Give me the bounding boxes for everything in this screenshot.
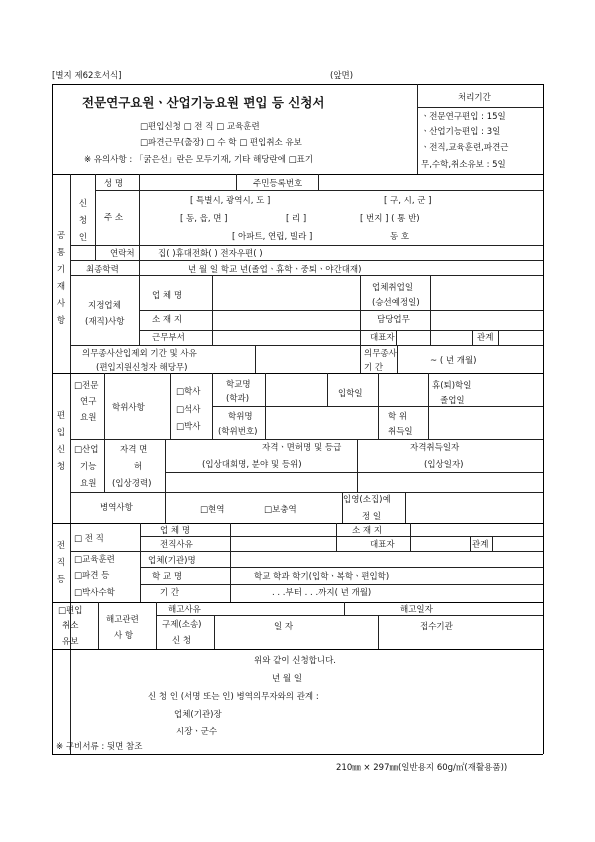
dispatch-checkbox[interactable]: □파견 등 [74, 571, 110, 581]
cert-date-label: 자격취득일자 [410, 443, 460, 453]
education-label: 최종학력 [86, 265, 119, 275]
resident-no-label: 주민등록번호 [253, 179, 303, 189]
applicant-signature-line[interactable]: 신 청 인 (서명 또는 인) 병역의무자와의 관계 : [148, 692, 319, 702]
options-line-1[interactable]: □편입신청 □ 전 직 □ 교육훈련 [140, 122, 260, 132]
institution-label: 업체(기관)명 [148, 556, 196, 566]
induction-date-label: 입영(소집)예 [343, 495, 391, 505]
degree-date-label-2: 취득일 [388, 427, 413, 437]
dismissal-reason-label: 해고사유 [168, 605, 201, 615]
degree-number-label: (학위번호) [218, 427, 258, 437]
doctor-checkbox[interactable]: □박사 [176, 422, 201, 432]
cert-label-2: 허 [134, 462, 143, 472]
page-side-label: (앞면) [330, 71, 354, 81]
transfer-relation-label: 관계 [472, 540, 489, 550]
cancel-label-3: 유보 [62, 637, 79, 647]
processing-divider [417, 84, 418, 174]
duty-period-label: 의무종사 [364, 349, 397, 359]
common-section-label: 공통기재사항 [56, 231, 66, 326]
reserve-checkbox[interactable]: □보충역 [264, 505, 297, 515]
industrial-label-2: 기능 [80, 462, 97, 472]
processing-item: ㆍ전문연구편입 : 15일 [421, 112, 506, 122]
degree-date-label: 학 위 [388, 412, 408, 422]
declaration-text: 위와 같이 신청합니다. [254, 656, 337, 666]
award-name-label: (입상대회명, 분야 및 등위) [202, 460, 302, 470]
military-label: 병역사항 [100, 503, 133, 513]
note-text: ※ 유의사항 : 「굵은선」란은 모두기재, 기타 해당란에 □표기 [84, 155, 314, 165]
duty-label: 담당업무 [377, 315, 410, 325]
grad-date-label: 졸업일 [440, 396, 465, 406]
active-duty-checkbox[interactable]: □현역 [200, 505, 225, 515]
training-checkbox[interactable]: □교육훈련 [74, 555, 115, 565]
study-school-field[interactable]: 학교 학과 학기(입학ㆍ복학ㆍ편입학) [254, 572, 390, 582]
company-section-label-2: (재직)사항 [85, 317, 125, 327]
award-history-label: (입상경력) [112, 479, 152, 489]
address-line-1[interactable]: [ 특별시, 광역시, 도 ] [190, 196, 271, 206]
mayor-addressee: 시장ㆍ군수 [176, 727, 218, 737]
company-address-label: 소 재 지 [152, 315, 183, 325]
pro-researcher-checkbox[interactable]: □전문 [74, 381, 99, 391]
processing-item: ㆍ전직,교육훈련,파견근 [421, 143, 509, 153]
entry-date-label: 입학일 [338, 389, 363, 399]
ceo-label: 대표자 [370, 333, 395, 343]
cancel-defer-checkbox[interactable]: □편입 [58, 606, 83, 616]
form-number: [별지 제62호서식] [52, 71, 122, 81]
relief-label-2: 신 청 [172, 636, 192, 646]
relation-label: 관계 [477, 333, 494, 343]
study-school-label: 학 교 명 [152, 572, 183, 582]
required-docs-note: ※ 구비서류 : 뒷면 참조 [56, 742, 143, 752]
address-label: 주 소 [104, 213, 124, 223]
pro-researcher-label-2: 연구 [80, 397, 97, 407]
sign-date[interactable]: 년 월 일 [272, 674, 303, 684]
master-checkbox[interactable]: □석사 [176, 405, 201, 415]
industrial-checkbox[interactable]: □산업 [74, 445, 99, 455]
frame-top [52, 84, 543, 85]
cert-name-label: 자격ㆍ면허명 및 등급 [262, 443, 342, 453]
education-field[interactable]: 년 월 일 학교 년(졸업ㆍ휴학ㆍ중퇴ㆍ야간대재) [188, 265, 362, 275]
excluded-period-note: (편입지원신청자 해당무) [96, 363, 188, 373]
processing-item: ㆍ산업기능편입 : 3일 [421, 127, 501, 137]
name-label: 성 명 [104, 179, 124, 189]
address-line-3[interactable]: [ 아파트, 연립, 빌라 ] [232, 232, 313, 242]
excluded-period-label: 의무종사산입제외 기간 및 사유 [82, 349, 197, 359]
options-line-2[interactable]: □파견근무(출장) □ 수 학 □ 편입취소 유보 [140, 138, 302, 148]
doctoral-study-checkbox[interactable]: □박사수학 [74, 588, 115, 598]
bachelor-checkbox[interactable]: □학사 [176, 387, 201, 397]
relief-label: 구제(소송) [162, 620, 202, 630]
study-period-field[interactable]: . . .부터 . . .까지( 년 개월) [272, 588, 372, 598]
cert-label: 자격 면 [120, 445, 148, 455]
company-section-label: 지정업체 [88, 301, 121, 311]
relief-date-label: 일 자 [274, 622, 294, 632]
transfer-company-label: 업 체 명 [160, 526, 191, 536]
study-period-label: 기 간 [160, 588, 180, 598]
processing-item: 무,수학,취소유보 : 5일 [421, 160, 506, 170]
company-name-label: 업 체 명 [152, 291, 183, 301]
frame-left [52, 84, 53, 754]
pro-researcher-label-3: 요원 [80, 413, 97, 423]
paper-spec: 210㎜ × 297㎜(일반용지 60g/㎡(재활용품)) [336, 763, 508, 773]
transfer-ceo-label: 대표자 [370, 540, 395, 550]
page-title: 전문연구요원ㆍ산업기능요원 편입 등 신청서 [82, 95, 325, 110]
address-line-3b[interactable]: 동 호 [390, 232, 410, 242]
dismissal-date-label: 해고일자 [400, 605, 433, 615]
company-head-signature[interactable]: 업체(기관)장 [174, 710, 222, 720]
school-name-label: 학교명 [226, 380, 251, 390]
join-date-label: 업체취업일 [372, 283, 414, 293]
frame-bottom [52, 754, 543, 755]
transfer-section-label: 전직등 [56, 541, 66, 585]
duty-period-field[interactable]: ~ ( 년 개월) [430, 356, 477, 366]
school-dept-label: (학과) [226, 394, 250, 404]
industrial-label-3: 요원 [80, 479, 97, 489]
address-line-2c[interactable]: [ 번지 ] ( 통 반) [360, 214, 420, 224]
contact-label: 연락처 [110, 249, 135, 259]
induction-date-label-2: 정 일 [362, 512, 382, 522]
contact-field[interactable]: 집( )휴대전화( ) 전자우편( ) [158, 249, 263, 259]
dismissal-label: 해고관련 [106, 615, 139, 625]
award-date-label: (입상일자) [424, 460, 464, 470]
degree-name-label: 학위명 [228, 412, 253, 422]
transfer-reason-label: 전직사유 [160, 540, 193, 550]
degree-label: 학위사항 [112, 403, 145, 413]
frame-right [543, 84, 544, 754]
join-date-label-2: (승선예정일) [372, 298, 420, 308]
job-change-checkbox[interactable]: □ 전 직 [74, 534, 104, 544]
leave-date-label: 휴(퇴)학일 [432, 381, 472, 391]
dismissal-label-2: 사 항 [114, 631, 134, 641]
processing-title: 처리기간 [458, 93, 491, 103]
duty-period-label-2: 기 간 [364, 363, 384, 373]
address-line-2[interactable]: [ 동, 읍, 면 ] [180, 214, 228, 224]
cancel-label-2: 취소 [62, 621, 79, 631]
applicant-label: 신청인 [78, 199, 88, 243]
section-label-column [70, 174, 71, 754]
address-line-2b[interactable]: [ 리 ] [286, 214, 307, 224]
transfer-location-label: 소 재 지 [352, 526, 383, 536]
receiving-agency-label: 접수기관 [420, 622, 453, 632]
department-label: 근무부서 [152, 333, 185, 343]
enroll-section-label: 편입신청 [56, 411, 66, 472]
address-line-1b[interactable]: [ 구, 시, 군 ] [384, 196, 432, 206]
